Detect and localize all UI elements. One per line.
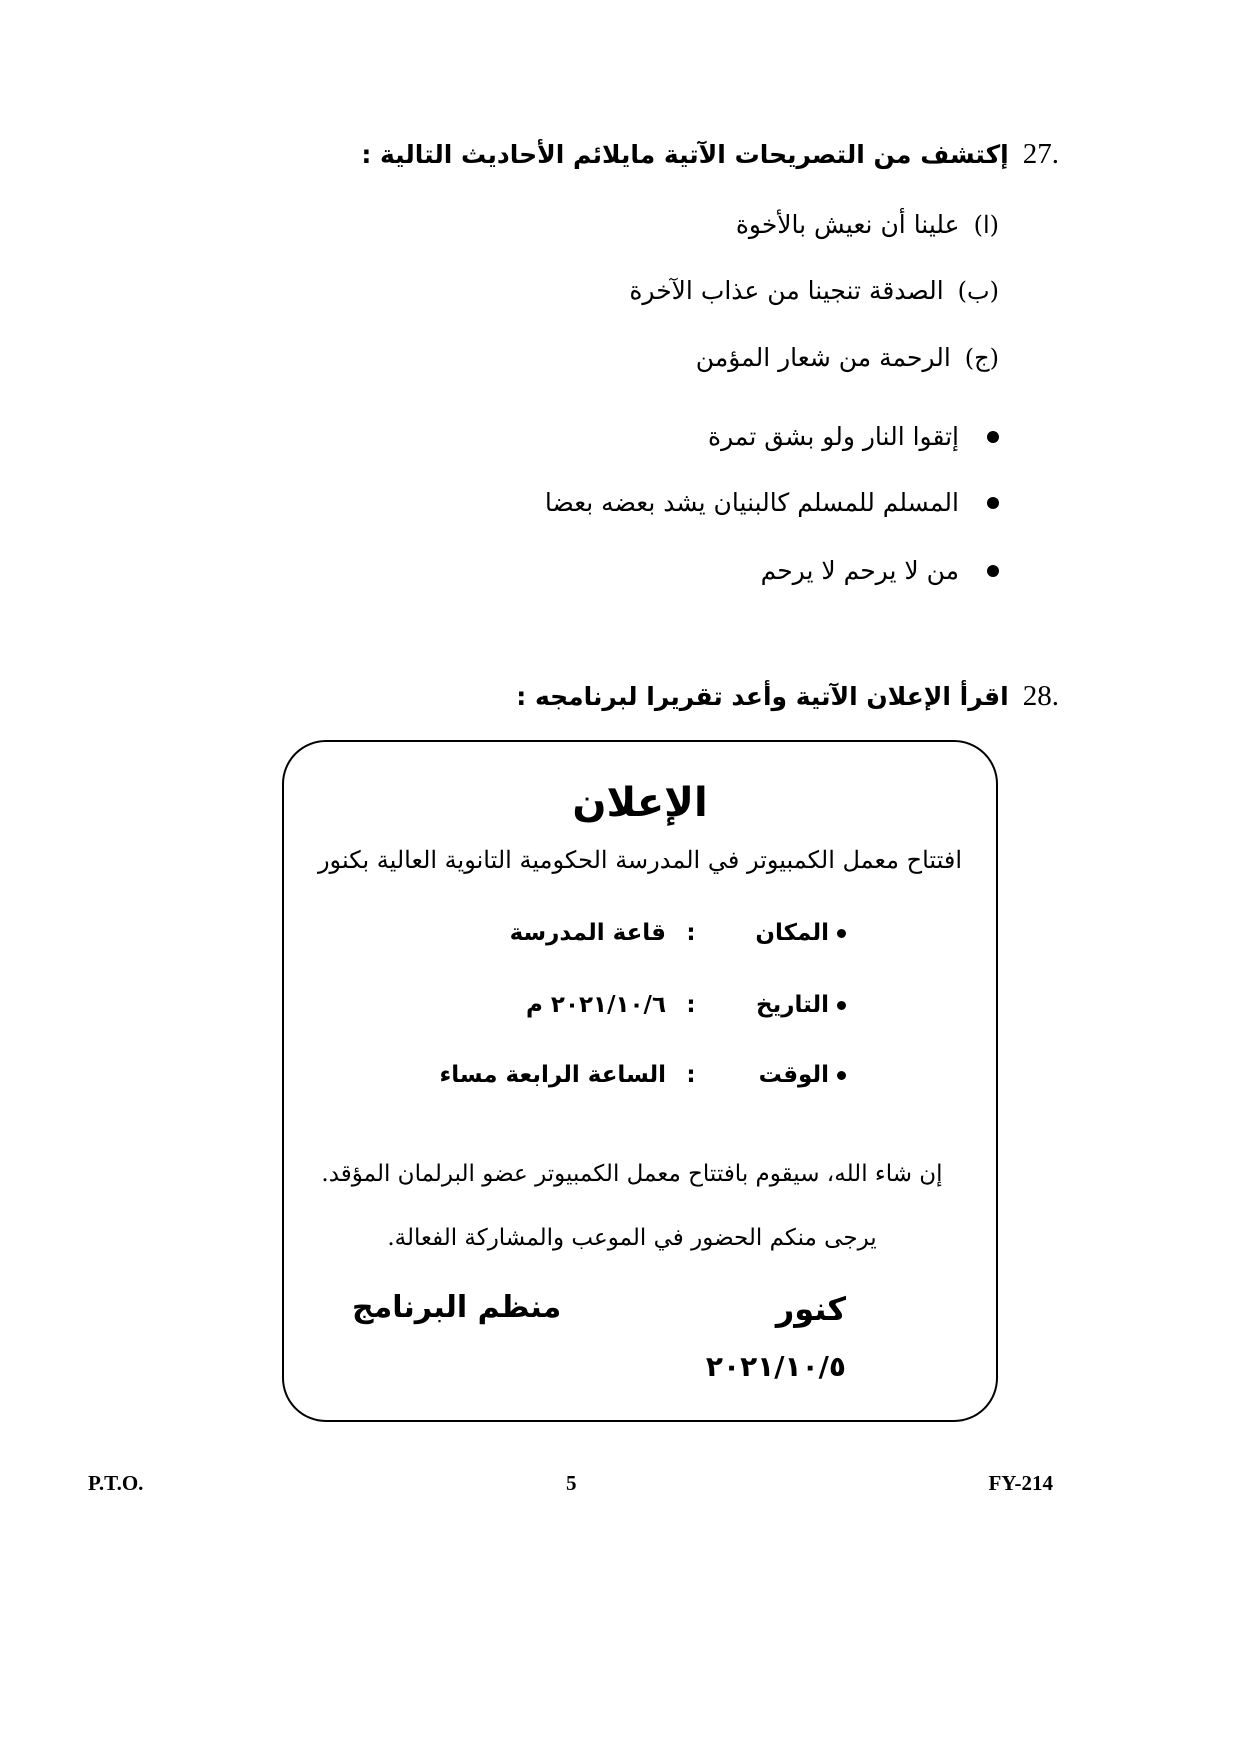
signature-organizer: منظم البرنامج	[352, 1290, 562, 1325]
hadith-item	[708, 422, 999, 451]
option-b-text: الصدقة تنجينا من عذاب الآخرة	[629, 276, 944, 305]
place-label-group	[716, 920, 846, 946]
option-a-mark: (ا)	[973, 210, 999, 239]
time-value: الساعة الرابعة مساء	[439, 1062, 666, 1088]
signature-date: ٢٠٢١/١٠/٥	[705, 1350, 846, 1383]
notice-title: الإعلان	[572, 780, 708, 826]
option-c	[696, 343, 999, 372]
place-label: المكان	[755, 920, 829, 946]
option-b-mark: (ب)	[957, 276, 999, 305]
bullet-icon	[837, 1001, 846, 1010]
hadith-text: من لا يرحم لا يرحم	[760, 556, 959, 585]
notice-subtitle: افتتاح معمل الكمبيوتر في المدرسة الحكومية التانوية العالية بكنور	[317, 846, 963, 874]
notice-paragraph: إن شاء الله، سيقوم بافتتاح معمل الكمبيوتر عضو البرلمان المؤقد. يرجى منكم الحضور في الموعب والمشاركة الفعالة.	[321, 1161, 943, 1251]
footer-pto: P.T.O.	[88, 1471, 144, 1495]
option-c-text: الرحمة من شعار المؤمن	[695, 343, 951, 372]
question-28-number: 28.	[1022, 680, 1059, 712]
notice-date-row	[526, 992, 846, 1018]
question-27-heading	[361, 138, 1059, 171]
place-colon: :	[686, 920, 696, 946]
date-value: ٢٠٢١/١٠/٦ م	[526, 992, 666, 1018]
bullet-icon	[837, 1071, 846, 1080]
date-colon: :	[686, 992, 696, 1018]
hadith-item	[761, 556, 999, 585]
footer-page-number: 5	[566, 1471, 577, 1495]
option-c-mark: (ج)	[964, 343, 999, 372]
time-label-group	[716, 1062, 846, 1088]
bullet-icon	[987, 497, 999, 509]
option-b	[629, 276, 999, 305]
question-27-prompt: إكتشف من التصريحات الآتية مايلائم الأحاديث التالية :	[361, 140, 1009, 169]
notice-time-row	[439, 1062, 846, 1088]
time-label: الوقت	[758, 1062, 829, 1088]
question-28-prompt: اقرأ الإعلان الآتية وأعد تقريرا لبرنامجه :	[516, 682, 1009, 711]
option-a	[736, 210, 999, 239]
time-colon: :	[686, 1062, 696, 1088]
footer-paper-code: FY-214	[988, 1471, 1053, 1495]
bullet-icon	[987, 431, 999, 443]
hadith-text: المسلم للمسلم كالبنيان يشد بعضه بعضا	[544, 488, 959, 517]
date-label-group	[716, 992, 846, 1018]
signature-place: كنور	[775, 1290, 846, 1328]
bullet-icon	[837, 929, 846, 938]
option-a-text: علينا أن نعيش بالأخوة	[735, 210, 960, 239]
notice-place-row	[510, 920, 846, 946]
notice-box	[282, 740, 998, 1422]
question-28-heading	[516, 680, 1059, 713]
hadith-item	[545, 488, 999, 517]
date-label: التاريخ	[756, 992, 829, 1018]
place-value: قاعة المدرسة	[509, 920, 666, 946]
hadith-text: إتقوا النار ولو بشق تمرة	[707, 422, 959, 451]
question-27-number: 27.	[1022, 138, 1059, 170]
bullet-icon	[987, 565, 999, 577]
